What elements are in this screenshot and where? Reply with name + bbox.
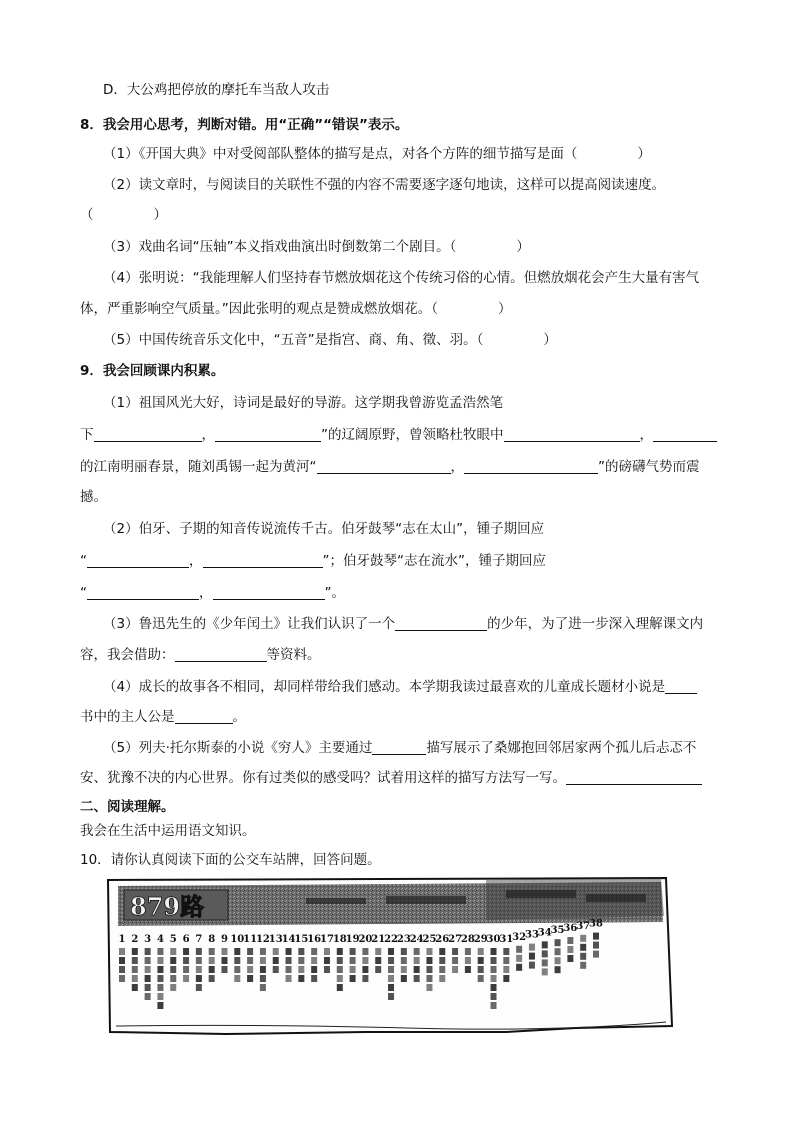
- stop-name-glyph: [503, 957, 509, 964]
- q8-item-2: （2）读文章时，与阅读目的关联性不强的内容不需要逐字逐句地读，这样可以提高阅读速度。: [103, 177, 666, 193]
- fill-blank[interactable]: [464, 458, 598, 474]
- stop-name-glyph: [439, 948, 445, 955]
- stop-name-glyph: [234, 966, 240, 973]
- text: （3）鲁迅先生的《少年闰土》让我们认识了一个: [103, 616, 396, 632]
- stop-name-glyph: [132, 975, 138, 982]
- stop-name-glyph: [183, 975, 189, 982]
- stop-name-glyph: [157, 975, 163, 982]
- text: “: [80, 553, 87, 569]
- stop-name-glyph: [516, 955, 522, 962]
- stop-number: 13: [268, 934, 283, 945]
- stop-name-glyph: [221, 966, 227, 973]
- stop-name-glyph: [478, 948, 484, 955]
- text: 的少年，为了进一步深入理解课文内: [487, 616, 704, 632]
- q10-title: 10．请你认真阅读下面的公交车站牌，回答问题。: [80, 852, 381, 868]
- fill-blank[interactable]: [203, 552, 323, 568]
- stop-name-glyph: [260, 957, 266, 964]
- stop-name-glyph: [350, 948, 356, 955]
- stop-number: 31: [499, 934, 514, 945]
- stop-number: 3: [144, 934, 152, 945]
- stop-number: 32: [512, 931, 527, 943]
- stop-name-glyph: [234, 948, 240, 955]
- stop-name-glyph: [567, 946, 573, 953]
- stop-name-glyph: [170, 984, 176, 991]
- stop-name-glyph: [401, 975, 407, 982]
- stop-number: 24: [409, 934, 424, 945]
- stop-name-glyph: [362, 975, 368, 982]
- stop-name-glyph: [350, 975, 356, 982]
- stop-name-glyph: [337, 948, 343, 955]
- stop-name-glyph: [580, 935, 586, 942]
- stop-number: 21: [371, 934, 386, 945]
- stop-name-glyph: [286, 957, 292, 964]
- stop-number: 36: [563, 923, 578, 934]
- stop-number: 7: [195, 934, 203, 945]
- stop-name-glyph: [401, 948, 407, 955]
- stop-name-glyph: [593, 942, 599, 949]
- stop-name-glyph: [196, 957, 202, 964]
- q9-p4-line1: [103, 677, 697, 697]
- stop-name-glyph: [170, 948, 176, 955]
- stop-name-glyph: [426, 975, 432, 982]
- stop-name-glyph: [324, 948, 330, 955]
- q8-item-2-answer: [80, 205, 167, 225]
- stop-name-glyph: [401, 966, 407, 973]
- text: ，: [189, 553, 203, 569]
- stop-name-glyph: [298, 948, 304, 955]
- stop-name-glyph: [388, 948, 394, 955]
- stop-name-glyph: [542, 959, 548, 966]
- stop-name-glyph: [196, 975, 202, 982]
- stop-name-glyph: [375, 966, 381, 973]
- stop-name-glyph: [209, 966, 215, 973]
- stop-name-glyph: [209, 948, 215, 955]
- stop-name-glyph: [170, 957, 176, 964]
- text: ”的磅礴气势而震: [598, 459, 700, 475]
- stop-number: 29: [473, 934, 488, 945]
- stop-name-glyph: [439, 975, 445, 982]
- stop-name-glyph: [350, 966, 356, 973]
- stop-name-glyph: [388, 975, 394, 982]
- text: 容，我会借助：: [80, 647, 175, 663]
- stop-name-glyph: [311, 966, 317, 973]
- text: 的江南明丽春景，随刘禹锡一起为黄河“: [80, 459, 317, 475]
- stop-name-glyph: [388, 984, 394, 991]
- stop-name-glyph: [260, 984, 266, 991]
- stop-number: 16: [307, 934, 322, 945]
- q9-p2-line1: （2）伯牙、子期的知音传说流传千古。伯牙鼓琴“志在太山”，锺子期回应: [103, 521, 545, 537]
- fill-blank[interactable]: [653, 426, 717, 442]
- text: 下: [80, 427, 94, 443]
- stop-name-glyph: [145, 957, 151, 964]
- fill-blank[interactable]: [566, 769, 702, 785]
- stop-number: 11: [243, 934, 258, 945]
- stop-name-glyph: [132, 948, 138, 955]
- q9-p1-line3: [80, 457, 700, 477]
- stop-name-glyph: [157, 948, 163, 955]
- stop-name-glyph: [452, 957, 458, 964]
- stop-name-glyph: [196, 966, 202, 973]
- stop-name-glyph: [234, 975, 240, 982]
- bus-stop-sign-svg: [106, 876, 674, 1036]
- stop-name-glyph: [286, 966, 292, 973]
- text: （5）列夫·托尔斯泰的小说《穷人》主要通过: [103, 740, 373, 756]
- text: 安、犹豫不决的内心世界。你有过类似的感受吗？试着用这样的描写方法写一写。: [80, 770, 566, 786]
- text: ”。: [324, 585, 345, 601]
- stop-name-glyph: [132, 966, 138, 973]
- stop-name-glyph: [414, 957, 420, 964]
- stop-name-glyph: [439, 957, 445, 964]
- stop-name-glyph: [311, 957, 317, 964]
- stop-number: 14: [281, 934, 296, 945]
- bus-stop-sign-image: [106, 876, 674, 1036]
- fill-blank[interactable]: [215, 426, 321, 442]
- stop-name-glyph: [260, 948, 266, 955]
- close-paren: ）: [543, 332, 557, 348]
- q9-p3-line2: [80, 645, 321, 665]
- stop-name-glyph: [145, 993, 151, 1000]
- fill-blank[interactable]: [87, 584, 199, 600]
- stop-name-glyph: [491, 993, 497, 1000]
- stop-name-glyph: [375, 948, 381, 955]
- stop-name-glyph: [529, 953, 535, 960]
- stop-name-glyph: [157, 966, 163, 973]
- stop-name-glyph: [196, 948, 202, 955]
- stop-name-glyph: [273, 948, 279, 955]
- stop-number: 12: [255, 934, 270, 945]
- stop-number: 10: [230, 934, 245, 945]
- stop-name-glyph: [529, 944, 535, 951]
- section-2-title: 二、阅读理解。: [80, 799, 175, 815]
- stop-name-glyph: [337, 966, 343, 973]
- stop-name-glyph: [465, 966, 471, 973]
- stop-name-glyph: [593, 933, 599, 940]
- stop-name-glyph: [324, 966, 330, 973]
- fill-blank[interactable]: [94, 426, 202, 442]
- route-number: 879路: [130, 892, 205, 921]
- q9-title: 9．我会回顾课内积累。: [80, 363, 225, 379]
- stop-number: 35: [550, 925, 565, 937]
- stop-name-glyph: [388, 966, 394, 973]
- stop-number: 15: [294, 934, 309, 945]
- stop-name-glyph: [298, 957, 304, 964]
- stop-name-glyph: [567, 955, 573, 962]
- stop-name-glyph: [465, 957, 471, 964]
- stop-name-glyph: [337, 975, 343, 982]
- stop-name-glyph: [119, 975, 125, 982]
- stop-name-glyph: [491, 1002, 497, 1009]
- stop-number: 34: [537, 927, 552, 939]
- q8-item-4-line2: [80, 299, 512, 319]
- stop-name-glyph: [388, 993, 394, 1000]
- q8-item-1-text: （1）《开国大典》中对受阅部队整体的描写是点，对各个方阵的细节描写是面（: [103, 146, 578, 162]
- fill-blank[interactable]: [504, 426, 640, 442]
- stop-name-glyph: [580, 953, 586, 960]
- stop-name-glyph: [234, 957, 240, 964]
- stop-name-glyph: [337, 984, 343, 991]
- stop-name-glyph: [555, 966, 561, 973]
- text: 等资料。: [266, 647, 321, 663]
- stop-name-glyph: [555, 948, 561, 955]
- q9-p1-line4: 撼。: [80, 489, 107, 505]
- stop-name-glyph: [132, 957, 138, 964]
- fill-blank[interactable]: [372, 739, 426, 755]
- close-paren: ）: [637, 146, 651, 162]
- fill-blank[interactable]: [665, 678, 697, 694]
- stop-name-glyph: [362, 948, 368, 955]
- stop-name-glyph: [491, 984, 497, 991]
- q8-item-3-text: （3）戏曲名词“压轴”本义指戏曲演出时倒数第二个剧目。（: [103, 239, 457, 255]
- stop-name-glyph: [145, 975, 151, 982]
- q9-p2-line2: [80, 551, 546, 571]
- text: 书中的主人公是: [80, 709, 175, 725]
- text: ”；伯牙鼓琴“志在流水”，锺子期回应: [322, 553, 546, 569]
- text: 。: [232, 709, 246, 725]
- stop-name-glyph: [555, 957, 561, 964]
- stop-name-glyph: [426, 984, 432, 991]
- stop-name-glyph: [145, 984, 151, 991]
- stop-name-glyph: [362, 966, 368, 973]
- stop-number: 37: [576, 920, 591, 932]
- q9-p2-line3: [80, 583, 345, 603]
- stop-name-glyph: [580, 962, 586, 969]
- text: ，: [450, 459, 464, 475]
- stop-name-glyph: [260, 975, 266, 982]
- stop-number: 25: [422, 934, 437, 945]
- stop-name-glyph: [388, 957, 394, 964]
- stop-number: 9: [221, 934, 228, 945]
- stop-number: 27: [448, 934, 463, 945]
- q8-item-1: [103, 144, 651, 164]
- q9-p1-line1: （1）祖国风光大好，诗词是最好的导游。这学期我曾游览孟浩然笔: [103, 395, 504, 411]
- fill-blank[interactable]: [175, 646, 267, 662]
- stop-name-glyph: [119, 948, 125, 955]
- q9-p1-line2: [80, 425, 717, 445]
- stop-name-glyph: [170, 975, 176, 982]
- stop-number: 30: [486, 934, 501, 945]
- stop-name-glyph: [311, 948, 317, 955]
- stop-number: 1: [118, 934, 126, 945]
- stop-name-glyph: [491, 948, 497, 955]
- stop-name-glyph: [452, 948, 458, 955]
- fill-blank[interactable]: [175, 708, 233, 724]
- stop-name-glyph: [286, 975, 292, 982]
- stop-name-glyph: [516, 964, 522, 971]
- stop-name-glyph: [298, 975, 304, 982]
- stop-name-glyph: [209, 975, 215, 982]
- stop-name-glyph: [145, 948, 151, 955]
- stop-name-glyph: [414, 948, 420, 955]
- stop-name-glyph: [119, 957, 125, 964]
- stop-name-glyph: [414, 975, 420, 982]
- q9-p3-line1: [103, 614, 703, 634]
- section-2-subtitle: 我会在生活中运用语文知识。: [80, 823, 256, 839]
- stop-name-glyph: [132, 984, 138, 991]
- stop-name-glyph: [273, 966, 279, 973]
- stop-name-glyph: [311, 975, 317, 982]
- text: （4）成长的故事各不相同，却同样带给我们感动。本学期我读过最喜欢的儿童成长题材小说是: [103, 679, 666, 695]
- stop-number: 38: [589, 918, 603, 930]
- stop-number: 26: [435, 934, 450, 945]
- fill-blank[interactable]: [317, 458, 451, 474]
- stop-name-glyph: [503, 966, 509, 973]
- text: ，: [639, 427, 653, 443]
- stop-name-glyph: [593, 951, 599, 958]
- stop-number: 5: [169, 934, 177, 945]
- stop-name-glyph: [247, 966, 253, 973]
- stop-number: 2: [131, 934, 139, 945]
- stop-name-glyph: [196, 984, 202, 991]
- stop-name-glyph: [286, 948, 292, 955]
- stop-name-glyph: [247, 948, 253, 955]
- q8-item-5-text: （5）中国传统音乐文化中，“五音”是指宫、商、角、徵、羽。（: [103, 332, 484, 348]
- stop-name-glyph: [503, 948, 509, 955]
- stop-name-glyph: [183, 957, 189, 964]
- stop-number: 22: [384, 934, 398, 945]
- stop-name-glyph: [324, 957, 330, 964]
- stop-name-glyph: [491, 975, 497, 982]
- q8-item-4-text: 体，严重影响空气质量。”因此张明的观点是赞成燃放烟花。（: [80, 301, 438, 317]
- stop-name-glyph: [542, 950, 548, 957]
- q8-item-3: [103, 237, 530, 257]
- stop-name-glyph: [478, 966, 484, 973]
- text: 描写展示了桑娜抱回邻居家两个孤儿后忐忑不: [426, 740, 697, 756]
- stop-name-glyph: [157, 984, 163, 991]
- stop-name-glyph: [183, 966, 189, 973]
- stop-name-glyph: [414, 966, 420, 973]
- stop-name-glyph: [157, 993, 163, 1000]
- stop-name-glyph: [170, 966, 176, 973]
- stop-name-glyph: [478, 957, 484, 964]
- stop-name-glyph: [337, 957, 343, 964]
- stop-number: 20: [358, 934, 373, 945]
- open-paren: （: [80, 207, 94, 223]
- stop-name-glyph: [567, 937, 573, 944]
- q9-p5-line2: [80, 768, 702, 788]
- close-paren: ）: [498, 301, 512, 317]
- stop-name-glyph: [247, 975, 253, 982]
- text: “: [80, 585, 87, 601]
- stop-name-glyph: [221, 948, 227, 955]
- stop-name-glyph: [221, 957, 227, 964]
- text: ，: [199, 585, 213, 601]
- q9-p5-line1: [103, 738, 696, 758]
- stop-number: 18: [332, 934, 347, 945]
- fill-blank[interactable]: [395, 615, 487, 631]
- text: ”的辽阔原野，曾领略杜牧眼中: [321, 427, 504, 443]
- stop-name-glyph: [555, 939, 561, 946]
- stop-number: 28: [460, 934, 475, 945]
- close-paren: ）: [153, 207, 167, 223]
- stop-name-glyph: [362, 957, 368, 964]
- stop-name-glyph: [247, 957, 253, 964]
- stop-name-glyph: [426, 957, 432, 964]
- stop-name-glyph: [183, 948, 189, 955]
- stop-name-glyph: [465, 948, 471, 955]
- stop-number: 6: [182, 934, 190, 945]
- stop-name-glyph: [478, 975, 484, 982]
- text: ，: [201, 427, 215, 443]
- q8-item-4-line1: （4）张明说：“我能理解人们坚持春节燃放烟花这个传统习俗的心情。但燃放烟花会产生大量有害气: [103, 270, 700, 286]
- stop-number: 19: [345, 934, 360, 945]
- stop-name-glyph: [491, 957, 497, 964]
- stop-name-glyph: [401, 957, 407, 964]
- close-paren: ）: [516, 239, 530, 255]
- fill-blank[interactable]: [213, 584, 325, 600]
- stop-name-glyph: [542, 968, 548, 975]
- stop-name-glyph: [119, 966, 125, 973]
- stop-name-glyph: [503, 975, 509, 982]
- fill-blank[interactable]: [87, 552, 189, 568]
- stop-name-glyph: [580, 944, 586, 951]
- stop-name-glyph: [298, 966, 304, 973]
- q9-p4-line2: [80, 707, 246, 727]
- stop-name-glyph: [426, 948, 432, 955]
- q7-option-d: D．大公鸡把停放的摩托车当敌人攻击: [103, 82, 330, 98]
- stop-number: 17: [320, 934, 334, 945]
- stop-name-glyph: [491, 966, 497, 973]
- stop-name-glyph: [157, 1002, 163, 1009]
- stop-name-glyph: [157, 957, 163, 964]
- stop-number: 23: [396, 934, 411, 945]
- stop-number: 33: [524, 929, 539, 941]
- stop-name-glyph: [439, 966, 445, 973]
- stop-number: 4: [156, 934, 164, 945]
- stop-name-glyph: [452, 966, 458, 973]
- stop-name-glyph: [375, 957, 381, 964]
- stop-name-glyph: [209, 957, 215, 964]
- stop-name-glyph: [529, 962, 535, 969]
- stop-name-glyph: [542, 941, 548, 948]
- stop-name-glyph: [350, 957, 356, 964]
- stop-name-glyph: [260, 966, 266, 973]
- stop-name-glyph: [516, 946, 522, 953]
- stop-number: 8: [208, 934, 216, 945]
- q8-title: 8．我会用心思考，判断对错。用“正确”“错误”表示。: [80, 117, 409, 133]
- stop-name-glyph: [145, 966, 151, 973]
- stop-name-glyph: [426, 966, 432, 973]
- stop-name-glyph: [273, 957, 279, 964]
- q8-item-5: [103, 330, 557, 350]
